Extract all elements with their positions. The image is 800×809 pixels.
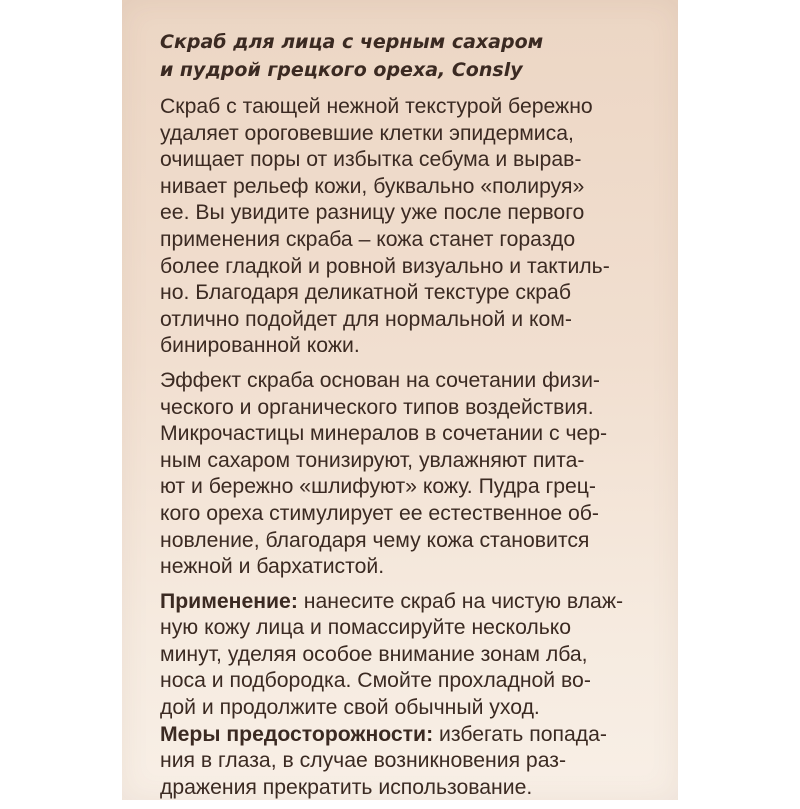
precautions-label: Меры предосторожности: <box>160 722 434 746</box>
text-line: очищает поры от избытка себума и вырав- <box>160 148 582 172</box>
title-line: и пудрой грецкого ореха, Consly <box>160 59 523 81</box>
text-line: отлично подойдет для нормальной и ком- <box>160 307 572 331</box>
text-line: новление, благодаря чему кожа становится <box>160 528 590 552</box>
precautions-section <box>160 722 650 802</box>
usage-section <box>160 589 650 722</box>
text-line: Эффект скраба основан на сочетании физи- <box>160 368 600 392</box>
precautions-first-line <box>160 722 650 749</box>
text-line: ческого и органического типов воздействия. <box>160 395 594 419</box>
text-line: дражения прекратить использование. <box>160 775 533 799</box>
text-line: ее. Вы увидите разницу уже после первого <box>160 201 585 225</box>
text-line: носа и подбородка. Смойте прохладной во- <box>160 669 591 693</box>
usage-text: нанесите скраб на чистую влаж- <box>297 589 624 613</box>
text-line: минут, уделяя особое внимание зонам лба, <box>160 642 588 666</box>
text-line: нежной и бархатистой. <box>160 555 385 579</box>
usage-label: Применение: <box>160 589 298 613</box>
text-line: бинированной кожи. <box>160 334 360 358</box>
text-line: ным сахаром тонизируют, увлажняют пита- <box>160 448 585 472</box>
text-line: ную кожу лица и помассируйте несколько <box>160 616 572 640</box>
text-line: Микрочастицы минералов в сочетании с чер- <box>160 422 608 446</box>
description-paragraph <box>160 94 650 360</box>
text-line: более гладкой и ровной визуально и тактиль- <box>160 254 610 278</box>
text-line: дой и продолжите свой обычный уход. <box>160 696 540 720</box>
effect-paragraph <box>160 368 650 581</box>
precautions-text: избегать попада- <box>433 722 607 746</box>
text-line: удаляет ороговевшие клетки эпидермиса, <box>160 121 574 145</box>
title-line: Скраб для лица с черным сахаром <box>160 31 544 53</box>
text-line: ния в глаза, в случае возникновения раз- <box>160 749 567 773</box>
text-line: но. Благодаря деликатной текстуре скраб <box>160 281 571 305</box>
text-line: кого ореха стимулирует ее естественное об- <box>160 501 599 525</box>
product-title <box>160 28 650 84</box>
text-line: Скраб с тающей нежной текстурой бережно <box>160 95 593 118</box>
usage-first-line <box>160 589 650 616</box>
text-line: нивает рельеф кожи, буквально «полируя» <box>160 174 585 198</box>
text-line: применения скраба – кожа станет гораздо <box>160 227 576 251</box>
text-line: ют и бережно «шлифуют» кожу. Пудра грец- <box>160 475 596 499</box>
label-text-block <box>160 28 650 809</box>
